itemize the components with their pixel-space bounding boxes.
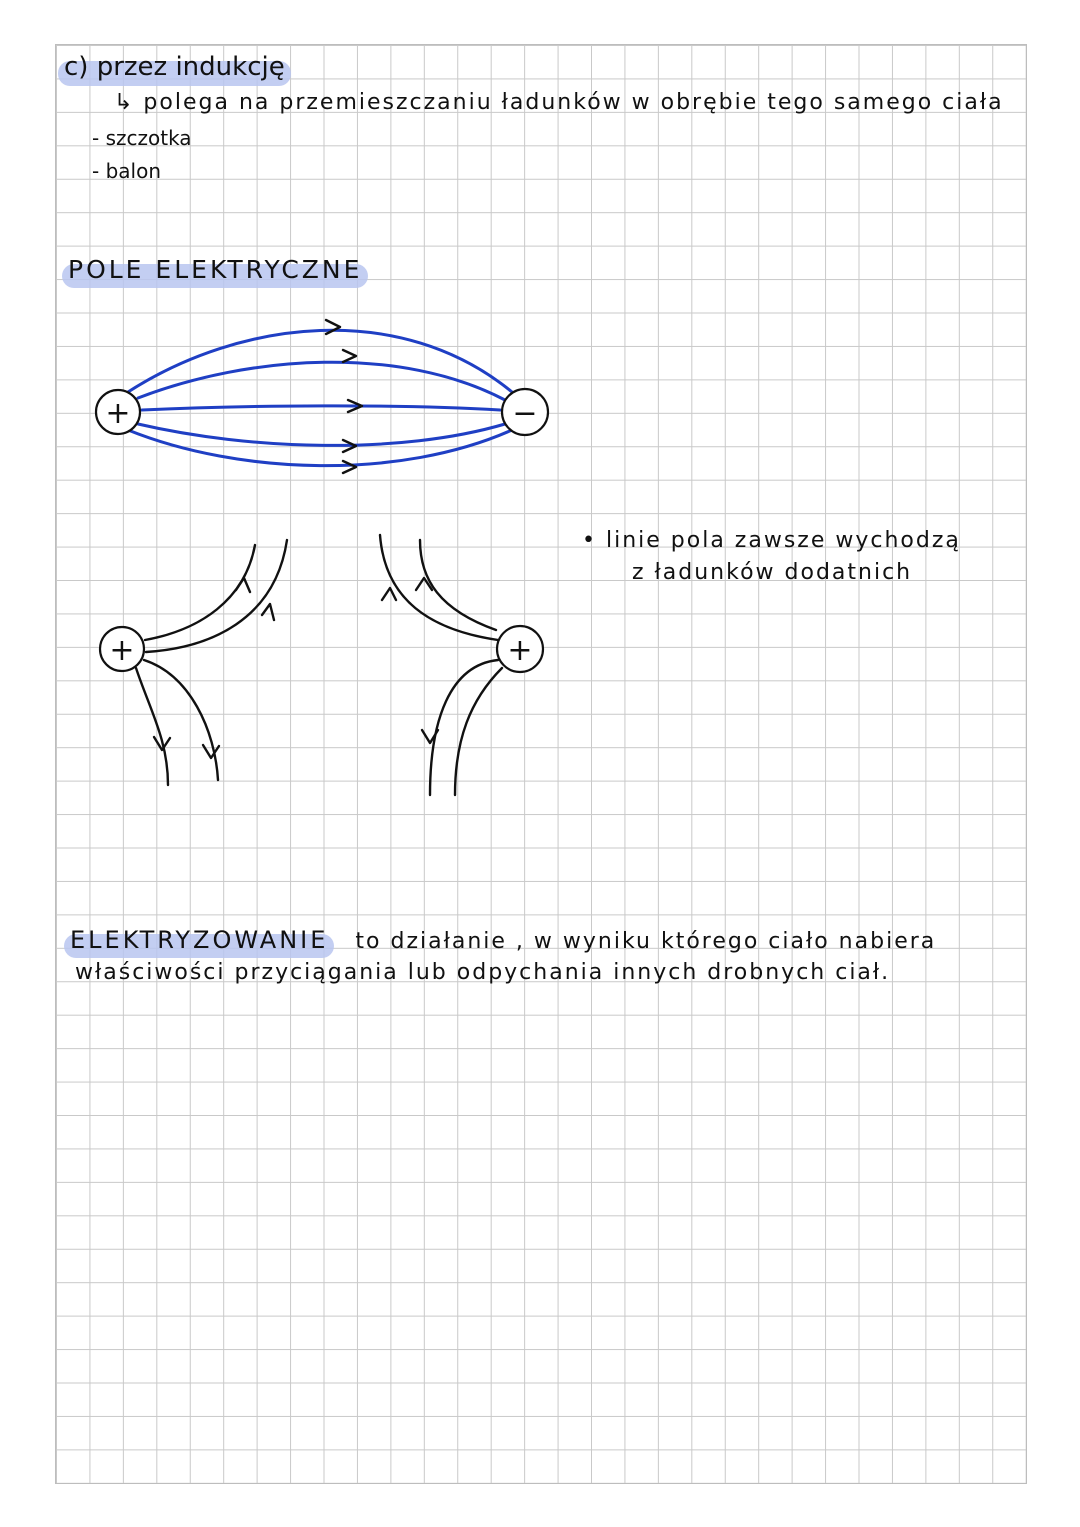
left-positive-charge <box>100 627 144 671</box>
example-item-szczotka: - szczotka <box>92 126 192 150</box>
arrow-inner-top <box>343 350 356 362</box>
dipole-positive-charge <box>96 390 140 434</box>
field-line-middle <box>142 406 500 410</box>
section-c-highlight: c) przez indukcję <box>64 52 285 82</box>
electrization-term: ELEKTRYZOWANIE <box>70 926 329 954</box>
arrow-outer-top <box>326 320 340 334</box>
right-positive-charge <box>497 626 543 672</box>
example-item-balon: - balon <box>92 159 161 183</box>
field-heading-highlight: POLE ELEKTRYCZNE <box>68 255 363 284</box>
electrization-line-2: właściwości przyciągania lub odpychania innych drobnych ciał. <box>75 960 891 985</box>
plus-sign: + <box>507 633 533 668</box>
field-note-line-1: • linie pola zawsze wychodzą <box>582 528 961 553</box>
dipole-field-lines <box>128 330 512 465</box>
electrization-line-1-rest: to działanie , w wyniku którego ciało nabiera <box>355 929 937 954</box>
section-c-definition: ↳ polega na przemieszczaniu ładunków w obrębie tego samego ciała <box>114 90 1004 115</box>
arrow-outer-bottom <box>343 461 356 473</box>
electrization-line-1 <box>70 926 936 954</box>
right-charge-field-lines <box>380 535 502 795</box>
dipole-negative-charge <box>502 389 548 435</box>
field-line-inner-bottom <box>138 424 505 445</box>
plus-sign: + <box>109 633 135 668</box>
minus-sign: − <box>512 396 538 431</box>
dipole-arrows <box>326 320 362 473</box>
field-note-line-2: z ładunków dodatnich <box>632 560 913 585</box>
left-charge-field-lines <box>136 540 287 785</box>
field-line-inner-top <box>138 362 505 400</box>
plus-sign: + <box>105 396 131 431</box>
